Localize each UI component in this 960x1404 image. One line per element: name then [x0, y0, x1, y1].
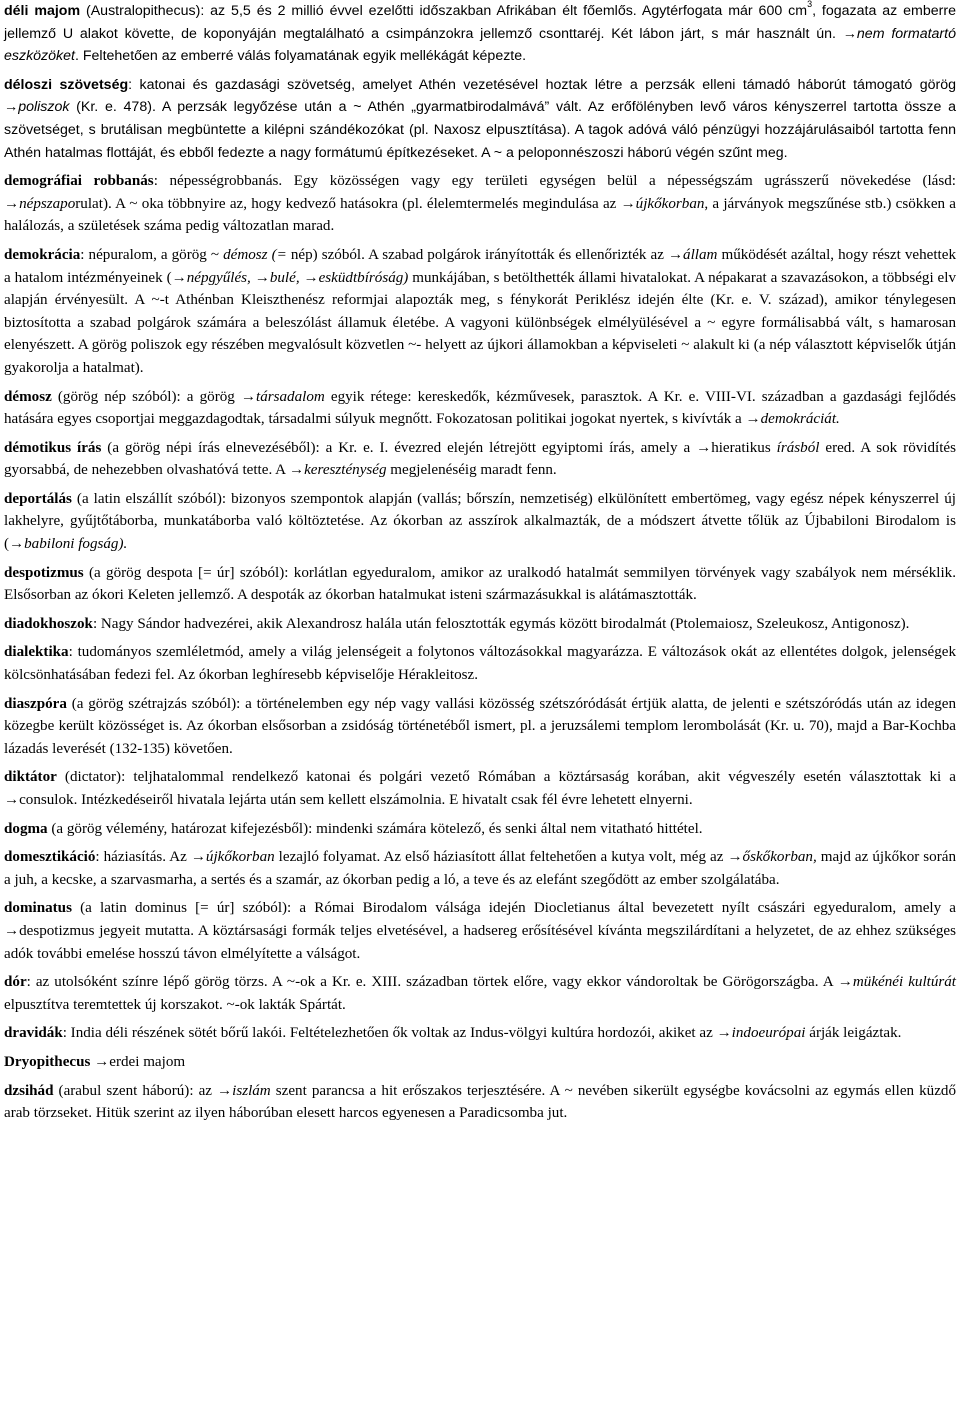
entry-term: demokrácia [4, 246, 81, 263]
entry-text: : tudományos szemléletmód, amely a világ jelenségeit a folytonos változásokkal magyarázza. E változások okát az ellentétes dolgok, jelenségek kölcsönhatásában fedezi fel. Az ókorban leghíresebb képviselője Hérakleitosz. [4, 644, 956, 684]
reference-arrow-icon: → [4, 99, 19, 116]
cross-reference: nem formatartó eszközöket [4, 25, 956, 65]
glossary-entry [4, 818, 956, 841]
entry-text: consulok. Intézkedéseiről hivatala lejárta után sem kellett elszámolnia. E hivatalt csak fél évre lehetett elnyerni. [19, 792, 693, 808]
entry-term: dravidák [4, 1025, 63, 1042]
glossary-entry [4, 1051, 956, 1074]
entry-text: nép) szóból. A szabad polgárok irányították és ellenőrizték az [286, 246, 668, 263]
entry-term: domesztikáció [4, 849, 96, 866]
glossary-entry [4, 1080, 956, 1125]
entry-text: . Feltehetően az emberré válás folyamatának egyik mellékágát képezte. [74, 48, 527, 65]
glossary-entry [4, 437, 956, 482]
entry-text: : katonai és gazdasági szövetség, amelyet Athén vezetésével hoztak létre a perzsák elleni támadó háborút támogató görög [128, 76, 956, 93]
glossary-entry [4, 170, 956, 238]
cross-reference: újkőkorban [635, 195, 705, 212]
entry-term: demográfiai robbanás [4, 173, 154, 190]
entry-term: déli majom [4, 3, 81, 19]
entry-text: (a görög népi írás elnevezéséből): a Kr. e. I. évezred elején létrejött egyiptomi írás, amely a [101, 439, 697, 456]
entry-term: dór [4, 974, 27, 991]
cross-reference: babiloni fogság). [24, 536, 128, 553]
entry-text: , fogazata az emberre jellemző U alakot követte, de koponyáján megtalálható a csimpánzokra jellemző csonttaréj. Két lábon járt, s már használt ún. [4, 3, 956, 42]
reference-arrow-icon: → [4, 792, 20, 808]
entry-text: : népességrobbanás. Egy közösségen vagy egy területi egységen belül a népességszám ugrásszerű növekedése (lásd: [153, 173, 956, 190]
entry-text: despotizmus jegyeit mutatta. A köztársasági formák teljes elvetésével, a hadsereg erősítésével kívánta megszilárdítani a helyzetet, de az ehhez szükséges adók további emelése hosszú távon elmélyítette a válságot. [4, 922, 956, 962]
entry-text: árják leigáztak. [805, 1025, 902, 1042]
glossary-entry [4, 386, 956, 431]
entry-term: démosz [4, 388, 52, 405]
cross-reference: írásból [776, 439, 820, 456]
reference-arrow-icon: → [303, 269, 319, 286]
reference-arrow-icon: → [716, 1025, 732, 1042]
entry-text: (a görög vélemény, határozat kifejezésből): mindenki számára kötelező, és senki által nem vitatható hittétel. [47, 820, 703, 837]
reference-arrow-icon: → [94, 1053, 110, 1070]
entry-text: : az utolsóként színre lépő görög törzs. A ~-ok a Kr. e. XIII. században törtek előre, vagy ekkor vándoroltak be Görögországba. A [26, 974, 838, 991]
cross-reference: demokráciát. [760, 411, 840, 428]
reference-arrow-icon: → [667, 246, 684, 263]
entry-text: rulat). A ~ oka többnyire az, hogy kedvező hatásokra (pl. élelemtermelés megindulása az [75, 195, 621, 212]
reference-arrow-icon: → [620, 195, 636, 212]
cross-reference: őskőkorban, [742, 849, 817, 866]
reference-arrow-icon: → [240, 388, 256, 405]
cross-reference: esküdtbíróság) [318, 269, 409, 286]
reference-arrow-icon: → [4, 922, 20, 939]
cross-reference: démosz (= [223, 246, 287, 263]
reference-arrow-icon: → [9, 536, 25, 553]
entry-term: Dryopithecus [4, 1053, 91, 1070]
entry-text: majd az újkőkor során a juh, a kecske, a szarvasmarha, a sertés és a szamár, az ókorban pedig a ló, a teve és az elefánt szegődött az ember szolgálatába. [4, 849, 956, 888]
reference-arrow-icon: → [190, 849, 206, 866]
cross-reference: iszlám [232, 1082, 271, 1099]
entry-term: deportálás [4, 490, 72, 507]
entry-term: diadokhoszok [4, 615, 93, 632]
glossary-entry [4, 562, 956, 607]
glossary-entry [4, 693, 956, 761]
cross-reference: poliszok [18, 99, 70, 116]
glossary-entry [4, 971, 956, 1016]
entry-text: (dictator): teljhatalommal rendelkező katonai és polgári vezető Rómában a köztársaság korában, akit végveszély esetén választottak ki a [56, 769, 956, 786]
entry-text: : népuralom, a görög ~ [80, 246, 224, 263]
reference-arrow-icon: → [4, 195, 20, 212]
entry-term: démotikus írás [4, 439, 102, 456]
entry-term: diaszpóra [4, 695, 67, 712]
reference-arrow-icon: → [745, 411, 761, 428]
entry-text: : India déli részének sötét bőrű lakói. Feltételezhetően ők voltak az Indus-völgyi kultúra hordozói, akiket az [62, 1025, 717, 1042]
cross-reference: kereszténység [304, 462, 387, 479]
cross-reference: indoeurópai [731, 1025, 806, 1042]
reference-arrow-icon: → [837, 974, 853, 991]
glossary-entry [4, 244, 956, 380]
cross-reference: népgyűlés, [186, 269, 255, 286]
entry-text: (arabul szent háború): az [53, 1082, 218, 1099]
entry-text: (a görög despota [= úr] szóból): korlátlan egyeduralom, amikor az uralkodó hatalmát semmilyen törvények vagy szabályok nem mérséklik. Elsősorban az ókori Keleten jellemző. A despoták az ókorban hatalmukat isteni származásukkal is alátámasztották. [4, 564, 956, 604]
entry-term: despotizmus [4, 564, 84, 581]
reference-arrow-icon: → [217, 1082, 233, 1099]
cross-reference: népszapo [19, 195, 76, 212]
entry-text: elpusztítva teremtettek új korszakot. ~-ok lakták Spártát. [4, 996, 346, 1013]
entry-text: munkájában, s betölthették állami hivatalokat. A népakarat a szavazásokon, a többségi elv alapján érvényesült. A ~-t Athénban Kleiszthenész reformjai alapozták meg, s fénykorát Periklész idején élte (Kr. e. V. század), amikor ténylegesen biztosította a szabad polgárok számára a beleszólást államuk életébe. A vagyoni különbségek elmélyülésével a ~ egyre formálisabbá vált, s hamarosan elenyészett. A görög poliszok egy részében megvalósult közvetlen ~- helyett az újkori államokban a képviseleti ~ alakult ki (a nép választott képviselők útján gyakorolja a hatalmat). [4, 269, 956, 376]
glossary-entry [4, 0, 956, 68]
glossary-entry [4, 613, 956, 636]
reference-arrow-icon: → [727, 849, 743, 866]
entry-text: (görög nép szóból): a görög [51, 388, 241, 405]
entry-text: , a járványok megszűnése stb.) csökken a halálozás, a születések száma pedig változatlan marad. [4, 195, 957, 235]
reference-arrow-icon: → [696, 439, 712, 456]
entry-text: (a görög szétrajzás szóból): a történelemben egy nép vagy vallási közösség szétszóródását értjük alatta, de jelenti e szétszóródás után az idegen közegbe került közösséget is. Az ókorban elsősorban a zsidóság történetéből ismert, pl. a jeruzsálemi templom lerombolását (Kr. u. 70), majd a Bar-Kochba lázadás leverését (132-135) követően. [4, 695, 956, 757]
entry-text: lezajló folyamat. Az első háziasított állat feltehetően a kutya volt, még az [274, 849, 728, 866]
cross-reference: mükénéi kultúrát [852, 974, 956, 991]
entry-term: dogma [4, 820, 48, 837]
cross-reference: társadalom [256, 388, 325, 405]
entry-text: hieratikus [711, 439, 777, 456]
glossary-entry [4, 846, 956, 891]
entry-text: : Nagy Sándor hadvezérei, akik Alexandrosz halála után felosztották egymás között birodalmát (Ptolemaiosz, Szeleukosz, Antigonosz). [92, 615, 910, 632]
entry-term: dialektika [4, 644, 69, 661]
entry-text: megjelenéséig maradt fenn. [386, 462, 557, 479]
superscript: 3 [807, 0, 813, 10]
entry-text: (Kr. e. 478). A perzsák legyőzése után a ~ Athén „gyarmatbirodalmává” vált. Az erőfölényben levő város kényszerrel tartotta össze a szövetséget, s brutálisan megbüntette a kilépni szándékozókat (pl. Naxosz elpusztítása). A tagok adóvá váló pénzügyi hozzájárulásaiból tartotta fenn Athén hatalmas flottáját, és ebből fedezte a nagy formátumú építkezéseket. A ~ a peloponnészoszi háború végén szűnt meg. [4, 99, 956, 161]
glossary-entry [4, 74, 956, 164]
entry-text: erdei majom [109, 1053, 186, 1070]
reference-arrow-icon: → [254, 269, 270, 286]
cross-reference: bulé, [269, 269, 304, 286]
glossary-entry [4, 766, 956, 811]
cross-reference: újkőkorban [205, 849, 275, 866]
glossary-entry [4, 897, 956, 965]
entry-term: dominatus [4, 900, 72, 917]
glossary-entry [4, 1022, 956, 1045]
glossary-entry [4, 641, 956, 686]
reference-arrow-icon: → [842, 25, 857, 42]
entry-text: szent parancsa a hit erőszakos terjesztésére. A ~ nevében sikerült egységbe kovácsolni az egymás ellen küzdő arab törzseket. Hitük szerint az ilyen háborúban elesett harcos egyenesen a Paradicsomba jut. [4, 1082, 957, 1122]
entry-term: diktátor [4, 769, 57, 786]
entry-text: működését azáltal, hogy részt vehettek a hatalom intézményeinek ( [4, 246, 956, 286]
entry-term: déloszi szövetség [4, 76, 129, 93]
entry-text: (a latin dominus [= úr] szóból): a Római Birodalom válsága idején Diocletianus által bevezetett nyílt császári egyeduralom, amely a [71, 900, 956, 917]
entry-text: egyik rétege: kereskedők, kézművesek, parasztok. A Kr. e. VIII-VI. században a gazdasági fejlődés hatására egyes csoportjai meggazdagodtak, társadalmi súlyuk megnőtt. Fokozatosan politikai jogokat nyertek, s kivívták a [4, 388, 956, 428]
entry-text: (Australopithecus): az 5,5 és 2 millió évvel ezelőtti időszakban Afrikában élt főemlős. Agytérfogata már 600 cm [80, 3, 808, 19]
reference-arrow-icon: → [171, 269, 187, 286]
entry-text: ered. A sok rövidítés gyorsabbá, de nehezebben olvashatóvá tette. A [4, 439, 956, 479]
entry-term: dzsihád [4, 1082, 54, 1099]
reference-arrow-icon: → [289, 462, 305, 479]
entry-text: (a latin elszállít szóból): bizonyos szempontok alapján (vallás; bőrszín, nemzetiség) elkülönített embertömeg, vagy egész népek kényszerrel új lakhelyre, gyűjtőtáborba, munkatáborba való költöztetése. Az ókorban az asszírok alkalmazták, de a módszert átvette tőlük az Újbabiloni Birodalom is ( [4, 490, 956, 553]
entry-text: : háziasítás. Az [95, 849, 191, 866]
cross-reference: állam [683, 246, 718, 263]
glossary-entry [4, 488, 956, 556]
